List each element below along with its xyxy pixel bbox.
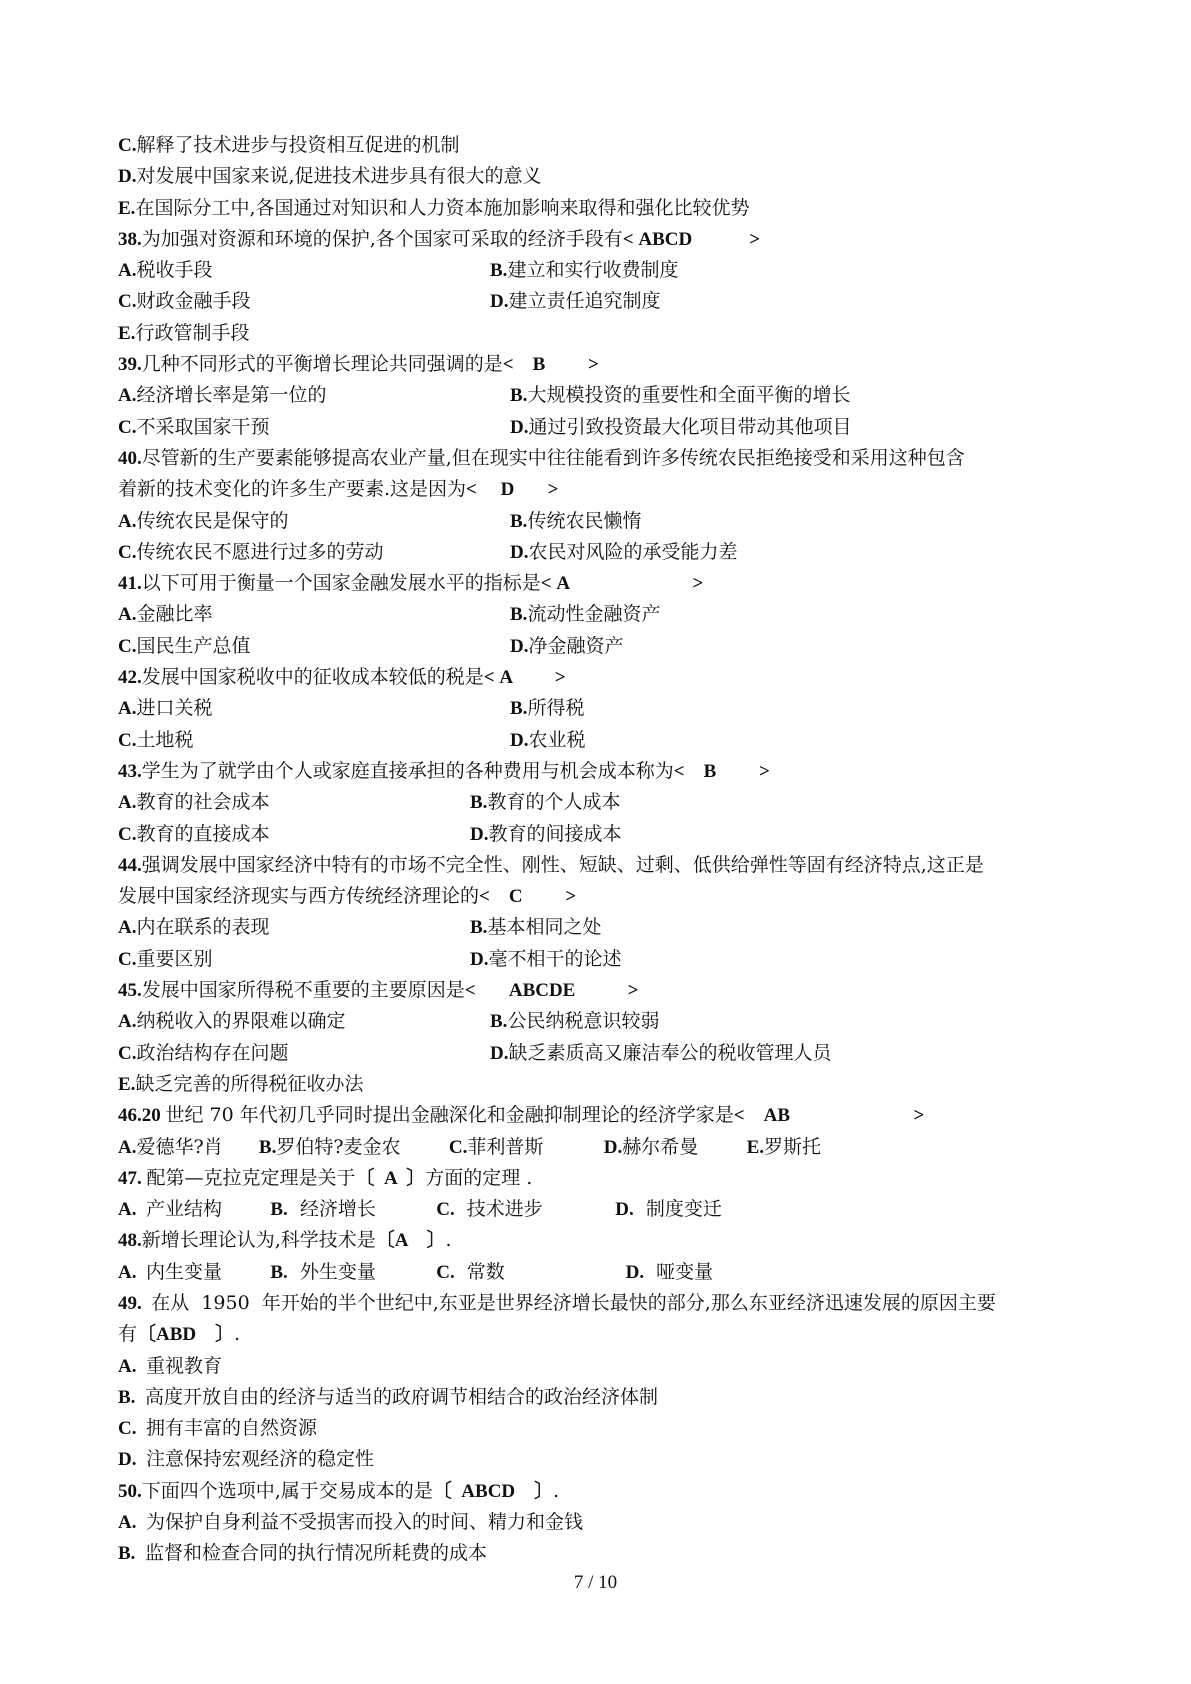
text-line: D.对发展中国家来说,促进技术进步具有很大的意义 — [118, 165, 542, 188]
text-line: 发展中国家经济现实与西方传统经济理论的< C > — [118, 885, 577, 908]
question-text: 49. 在从 1950 年开始的半个世纪中,东亚是世界经济增长最快的部分,那么东亚经济迅速发展的原因主要 — [118, 1291, 996, 1314]
option-text: A.进口关税 — [118, 697, 213, 720]
text-line: B. 监督和检查合同的执行情况所耗费的成本 — [118, 1542, 487, 1565]
option-row — [118, 537, 1078, 568]
option-text: D.建立责任追究制度 — [490, 290, 661, 313]
option-text: B.流动性金融资产 — [510, 603, 661, 626]
option-row — [118, 787, 1078, 818]
text-line: B. 高度开放自由的经济与适当的政府调节相结合的政治经济体制 — [118, 1385, 658, 1408]
option-text: B.基本相同之处 — [470, 916, 602, 939]
option-row — [118, 944, 1078, 975]
text-line: E.在国际分工中,各国通过对知识和人力资本施加影响来取得和强化比较优势 — [118, 196, 750, 219]
option-text: C.重要区别 — [118, 947, 213, 970]
option-text: A.传统农民是保守的 — [118, 509, 289, 532]
text-line: 有〔ABD 〕. — [118, 1323, 241, 1346]
option-row — [118, 255, 1078, 286]
option-row — [118, 506, 1078, 537]
option-text: D.农业税 — [510, 728, 586, 751]
text-line: C.解释了技术进步与投资相互促进的机制 — [118, 134, 460, 156]
option-text: C.土地税 — [118, 728, 194, 751]
question-text: 50.下面四个选项中,属于交易成本的是〔 ABCD 〕. — [118, 1479, 560, 1502]
option-row — [118, 599, 1078, 630]
option-text: B.大规模投资的重要性和全面平衡的增长 — [510, 384, 851, 407]
question-text: 44.强调发展中国家经济中特有的市场不完全性、刚性、短缺、过剩、低供给弹性等固有经济特点,这正是 — [118, 853, 984, 876]
question-text: 46.20 世纪 70 年代初几乎同时提出金融深化和金融抑制理论的经济学家是< AB > — [118, 1104, 925, 1127]
text-line: A. 重视教育 — [118, 1354, 222, 1377]
question-text: 42.发展中国家税收中的征收成本较低的税是< A > — [118, 666, 566, 689]
question-text: 41.以下可用于衡量一个国家金融发展水平的指标是< A > — [118, 572, 704, 595]
question-text: 45.发展中国家所得税不重要的主要原因是< ABCDE > — [118, 979, 639, 1002]
text-line: A.爱德华?肖 B.罗伯特?麦金农 C.菲利普斯 D.赫尔希曼 E.罗斯托 — [118, 1135, 822, 1158]
option-row — [118, 1038, 1078, 1069]
text-line: E.缺乏完善的所得税征收办法 — [118, 1072, 364, 1095]
option-text: A.金融比率 — [118, 603, 213, 626]
option-row — [118, 286, 1078, 317]
option-text: B.公民纳税意识较弱 — [490, 1010, 660, 1033]
option-text: B.教育的个人成本 — [470, 791, 621, 814]
option-text: D.毫不相干的论述 — [470, 947, 622, 970]
option-text: C.国民生产总值 — [118, 634, 251, 657]
question-text: 38.为加强对资源和环境的保护,各个国家可采取的经济手段有< ABCD > — [118, 227, 761, 250]
option-row — [118, 380, 1078, 411]
question-text: 43.学生为了就学由个人或家庭直接承担的各种费用与机会成本称为< B > — [118, 759, 770, 782]
option-text: D.缺乏素质高又廉洁奉公的税收管理人员 — [490, 1041, 832, 1064]
option-text: C.传统农民不愿进行过多的劳动 — [118, 540, 384, 563]
option-text: C.财政金融手段 — [118, 290, 251, 313]
option-row — [118, 412, 1078, 443]
question-text: 40.尽管新的生产要素能够提高农业产量,但在现实中往往能看到许多传统农民拒绝接受和采用这种包含 — [118, 446, 965, 469]
option-row — [118, 912, 1078, 943]
option-text: B.所得税 — [510, 697, 585, 720]
option-text: D.通过引致投资最大化项目带动其他项目 — [510, 415, 852, 438]
text-line: A. 内生变量 B. 外生变量 C. 常数 D. 哑变量 — [118, 1260, 714, 1283]
text-line: 着新的技术变化的许多生产要素.这是因为< D > — [118, 478, 559, 501]
option-row — [118, 631, 1078, 662]
text-line: D. 注意保持宏观经济的稳定性 — [118, 1448, 374, 1471]
option-text: C.教育的直接成本 — [118, 822, 270, 845]
option-text: C.不采取国家干预 — [118, 415, 270, 438]
option-text: A.内在联系的表现 — [118, 916, 270, 939]
question-text: 48.新增长理论认为,科学技术是〔A 〕. — [118, 1229, 452, 1252]
option-text: A.经济增长率是第一位的 — [118, 384, 327, 407]
option-text: C.政治结构存在问题 — [118, 1041, 289, 1064]
option-text: A.税收手段 — [118, 259, 213, 282]
option-text: D.净金融资产 — [510, 634, 624, 657]
option-text: D.教育的间接成本 — [470, 822, 622, 845]
question-text: 39.几种不同形式的平衡增长理论共同强调的是< B > — [118, 353, 599, 376]
option-row — [118, 1006, 1078, 1037]
option-text: D.农民对风险的承受能力差 — [510, 540, 738, 563]
option-text: B.建立和实行收费制度 — [490, 259, 679, 282]
text-line: C. 拥有丰富的自然资源 — [118, 1417, 317, 1440]
text-line: A. 产业结构 B. 经济增长 C. 技术进步 D. 制度变迁 — [118, 1198, 722, 1221]
text-line: A. 为保护自身利益不受损害而投入的时间、精力和金钱 — [118, 1511, 583, 1534]
question-list — [118, 130, 1078, 1570]
text-line: E.行政管制手段 — [118, 321, 250, 344]
option-text: A.纳税收入的界限难以确定 — [118, 1010, 346, 1033]
question-text: 47. 配第—克拉克定理是关于〔 A 〕方面的定理 . — [118, 1166, 533, 1189]
option-row — [118, 693, 1078, 724]
option-text: A.教育的社会成本 — [118, 791, 270, 814]
option-row — [118, 819, 1078, 850]
option-text: B.传统农民懒惰 — [510, 509, 642, 532]
option-row — [118, 725, 1078, 756]
page-number: 7 / 10 — [573, 1572, 618, 1593]
